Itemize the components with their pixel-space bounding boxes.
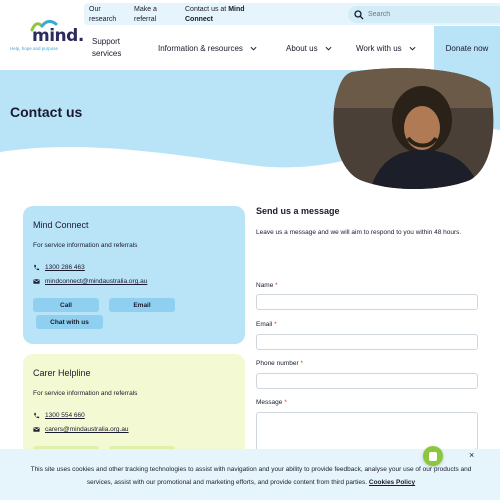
carer-helpline-card bbox=[23, 354, 245, 464]
phone-link[interactable]: 1300 554 660 bbox=[33, 412, 85, 419]
name-label: Name * bbox=[256, 282, 278, 289]
utility-bar bbox=[84, 3, 500, 25]
page-title: Contact us bbox=[10, 104, 83, 120]
email-link[interactable]: carers@mindaustralia.org.au bbox=[33, 426, 129, 433]
mind-connect-card bbox=[23, 206, 245, 344]
cookie-text: This site uses cookies and other tracking technologies to assist with navigation and your ability to provide feedback, analyse your use of our products and services, assist with our promotional and marketing efforts, and provide content from third parties. Cookies Policy bbox=[30, 466, 472, 486]
nav-information-resources[interactable]: Information & resources bbox=[158, 26, 257, 70]
link-make-referral[interactable]: Make a referral bbox=[134, 6, 157, 23]
phone-icon bbox=[33, 264, 40, 271]
form-intro: Leave us a message and we will aim to respond to you within 48 hours. bbox=[256, 229, 462, 236]
logo-tagline: Help, hope and purpose bbox=[10, 46, 59, 51]
email-field[interactable] bbox=[256, 334, 478, 350]
chevron-down-icon bbox=[250, 45, 257, 52]
logo-wordmark: mind. bbox=[32, 26, 84, 46]
form-title: Send us a message bbox=[256, 206, 340, 216]
phone-field[interactable] bbox=[256, 373, 478, 389]
mail-icon bbox=[33, 278, 40, 285]
message-label: Message * bbox=[256, 399, 287, 406]
mind-logo[interactable] bbox=[10, 16, 84, 56]
chat-bubble-icon bbox=[429, 452, 437, 461]
phone-icon bbox=[33, 412, 40, 419]
link-our-research[interactable]: Our research bbox=[89, 6, 117, 23]
email-link[interactable]: mindconnect@mindaustralia.org.au bbox=[33, 278, 147, 285]
mail-icon bbox=[33, 426, 40, 433]
nav-about-us[interactable]: About us bbox=[286, 26, 332, 70]
chevron-down-icon bbox=[409, 45, 416, 52]
search-box[interactable] bbox=[348, 6, 500, 23]
cookies-policy-link[interactable]: Cookies Policy bbox=[368, 479, 416, 486]
phone-link[interactable]: 1300 286 463 bbox=[33, 264, 85, 271]
close-icon[interactable]: × bbox=[469, 450, 475, 460]
card-title: Mind Connect bbox=[33, 220, 89, 230]
card-description: For service information and referrals bbox=[33, 390, 138, 397]
donate-button[interactable]: Donate now bbox=[434, 26, 500, 70]
hero-photo bbox=[330, 68, 494, 190]
phone-label: Phone number * bbox=[256, 360, 303, 367]
nav-support-services[interactable]: Support services bbox=[92, 37, 122, 58]
nav-work-with-us[interactable]: Work with us bbox=[356, 26, 416, 70]
link-contact-mind-connect[interactable]: Contact us at Mind Connect bbox=[185, 6, 245, 23]
chat-widget-button[interactable] bbox=[423, 446, 443, 466]
card-title: Carer Helpline bbox=[33, 368, 91, 378]
name-field[interactable] bbox=[256, 294, 478, 310]
card-description: For service information and referrals bbox=[33, 242, 138, 249]
email-button[interactable]: Email bbox=[109, 298, 175, 312]
email-label: Email * bbox=[256, 321, 277, 328]
search-icon bbox=[354, 10, 364, 20]
call-button[interactable]: Call bbox=[33, 298, 99, 312]
search-input[interactable] bbox=[368, 11, 500, 18]
chevron-down-icon bbox=[325, 45, 332, 52]
chat-with-us-button[interactable]: Chat with us bbox=[36, 315, 103, 329]
